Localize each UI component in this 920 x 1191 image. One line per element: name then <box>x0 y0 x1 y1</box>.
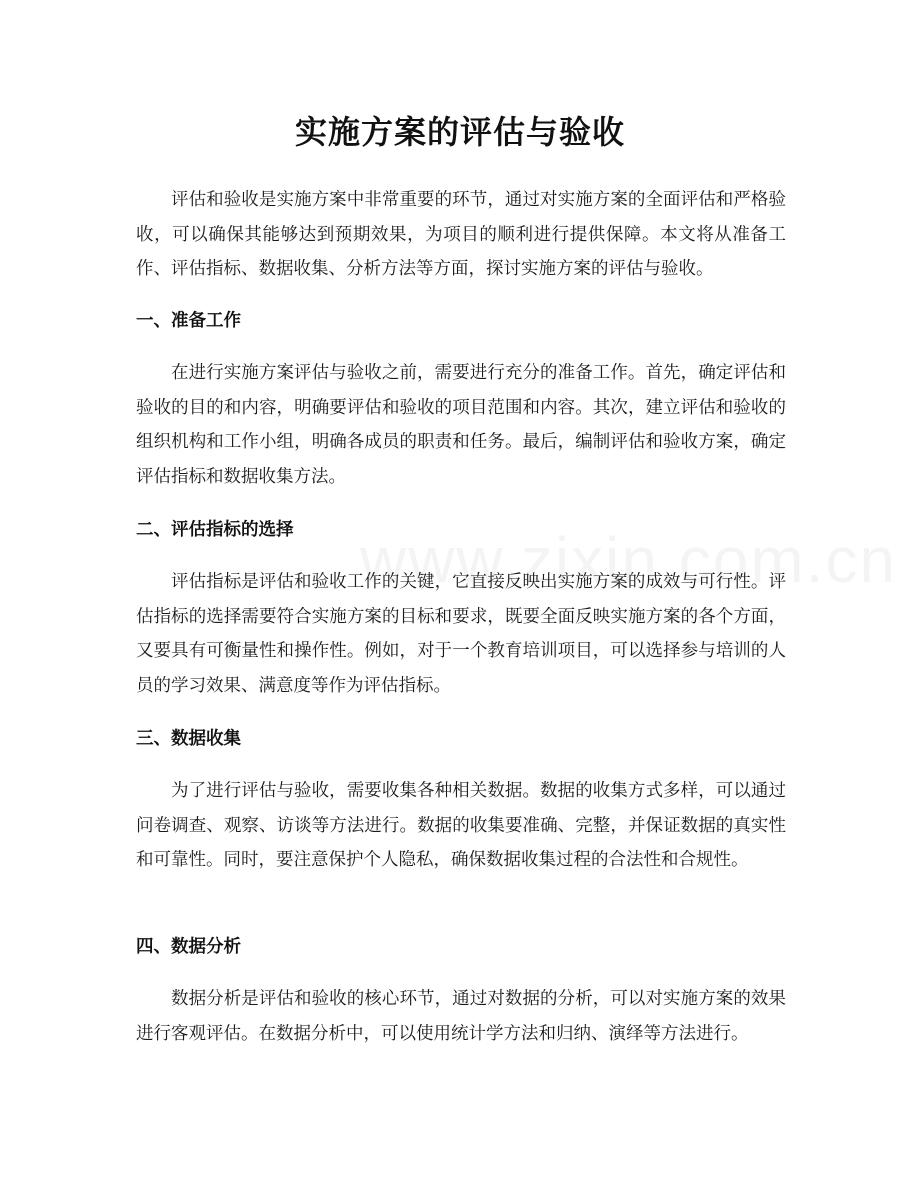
section-heading-4: 四、数据分析 <box>136 937 241 957</box>
section-body-2: 评估指标是评估和验收工作的关键，它直接反映出实施方案的成效与可行性。评估指标的选择需要符合实施方案的目标和要求，既要全面反映实施方案的各个方面，又要具有可衡量性和操作性。例如，对于一个教育培训项目，可以选择参与培训的人员的学习效果、满意度等作为评估指标。 <box>136 572 786 696</box>
section-heading-3: 三、数据收集 <box>136 729 241 749</box>
intro-paragraph: 评估和验收是实施方案中非常重要的环节，通过对实施方案的全面评估和严格验收，可以确保其能够达到预期效果，为项目的顺利进行提供保障。本文将从准备工作、评估指标、数据收集、分析方法等方面，探讨实施方案的评估与验收。 <box>136 190 786 279</box>
section-heading-1: 一、准备工作 <box>136 311 241 331</box>
section-heading-2: 二、评估指标的选择 <box>136 520 294 540</box>
section-body-4: 数据分析是评估和验收的核心环节，通过对数据的分析，可以对实施方案的效果进行客观评估。在数据分析中，可以使用统计学方法和归纳、演绎等方法进行。 <box>136 989 786 1044</box>
page-title: 实施方案的评估与验收 <box>294 113 625 151</box>
section-body-3: 为了进行评估与验收，需要收集各种相关数据。数据的收集方式多样，可以通过问卷调查、观察、访谈等方法进行。数据的收集要准确、完整，并保证数据的真实性和可靠性。同时，要注意保护个人隐私，确保数据收集过程的合法性和合规性。 <box>136 781 786 870</box>
section-body-1: 在进行实施方案评估与验收之前，需要进行充分的准备工作。首先，确定评估和验收的目的和内容，明确要评估和验收的项目范围和内容。其次，建立评估和验收的组织机构和工作小组，明确各成员的职责和任务。最后，编制评估和验收方案，确定评估指标和数据收集方法。 <box>136 363 786 487</box>
